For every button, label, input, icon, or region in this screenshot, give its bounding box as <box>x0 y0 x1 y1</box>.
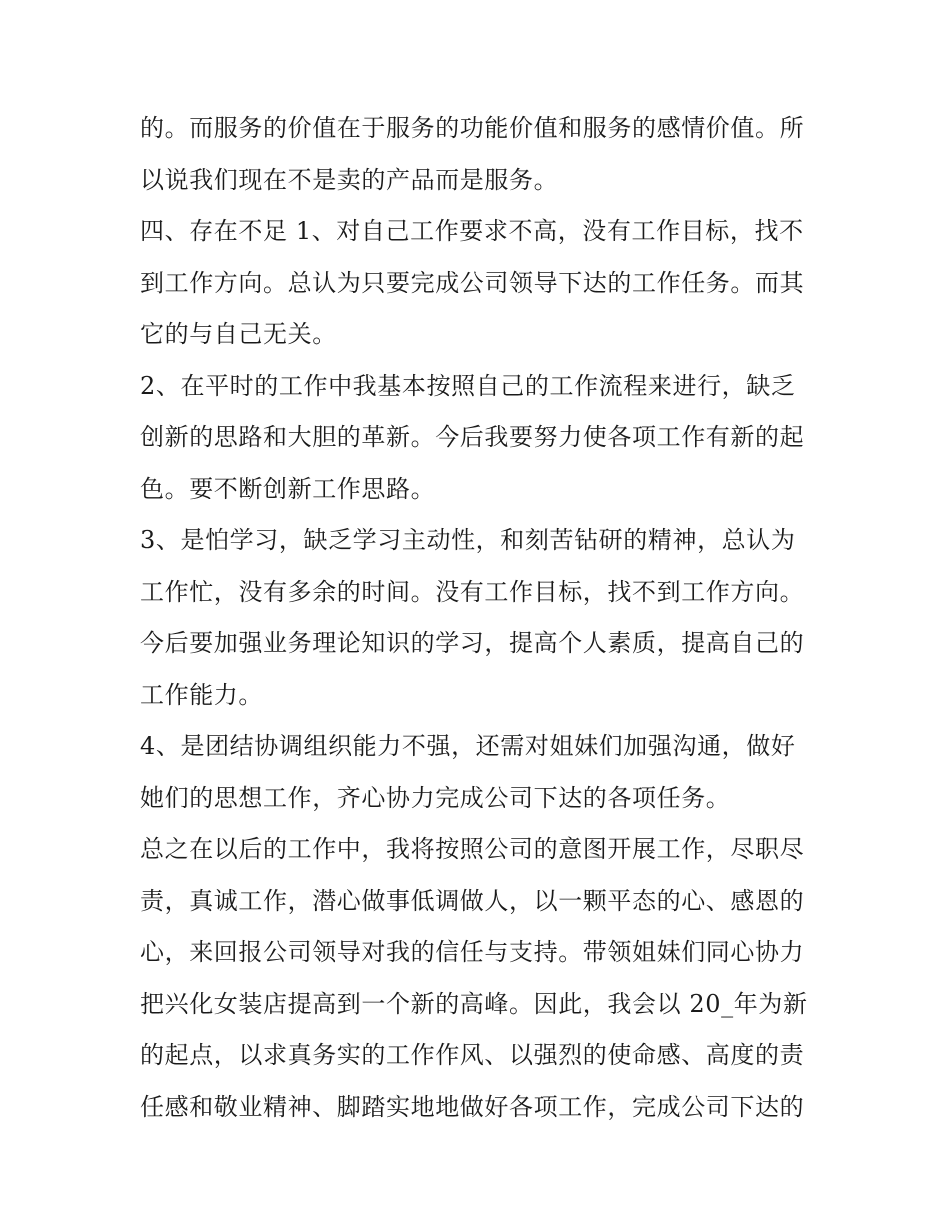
document-body <box>140 103 820 1133</box>
text-line: 的。而服务的价值在于服务的功能价值和服务的感情价值。所 <box>140 114 805 142</box>
text-line: 任感和敬业精神、脚踏实地地做好各项工作，完成公司下达的 <box>140 1092 805 1121</box>
text-line: 把兴化女装店提高到一个新的高峰。因此，我会以 20_年为新 <box>140 989 808 1018</box>
text-line: 4、是团结协调组织能力不强，还需对姐妹们加强沟通，做好 <box>140 732 796 760</box>
text-line: 总之在以后的工作中，我将按照公司的意图开展工作，尽职尽 <box>140 835 805 863</box>
text-line: 今后要加强业务理论知识的学习，提高个人素质，提高自己的 <box>140 629 805 657</box>
text-line: 3、是怕学习，缺乏学习主动性，和刻苦钻研的精神，总认为 <box>140 526 796 554</box>
text-line: 创新的思路和大胆的革新。今后我要努力使各项工作有新的起 <box>140 423 805 451</box>
text-line: 的起点，以求真务实的工作作风、以强烈的使命感、高度的责 <box>140 1041 805 1069</box>
text-line: 工作忙，没有多余的时间。没有工作目标，找不到工作方向。 <box>140 577 805 606</box>
text-line: 她们的思想工作，齐心协力完成公司下达的各项任务。 <box>140 783 731 812</box>
text-line: 工作能力。 <box>140 680 263 709</box>
text-line: 到工作方向。总认为只要完成公司领导下达的工作任务。而其 <box>140 268 805 297</box>
text-line: 心，来回报公司领导对我的信任与支持。带领姐妹们同心协力 <box>140 938 805 966</box>
text-line: 色。要不断创新工作思路。 <box>140 474 436 503</box>
text-line: 以说我们现在不是卖的产品而是服务。 <box>140 165 559 194</box>
text-line: 它的与自己无关。 <box>140 320 337 348</box>
text-line: 责，真诚工作，潜心做事低调做人，以一颗平态的心、感恩的 <box>140 886 805 915</box>
text-line: 四、存在不足 1、对自己工作要求不高，没有工作目标，找不 <box>140 217 804 245</box>
text-line: 2、在平时的工作中我基本按照自己的工作流程来进行，缺乏 <box>140 371 796 400</box>
